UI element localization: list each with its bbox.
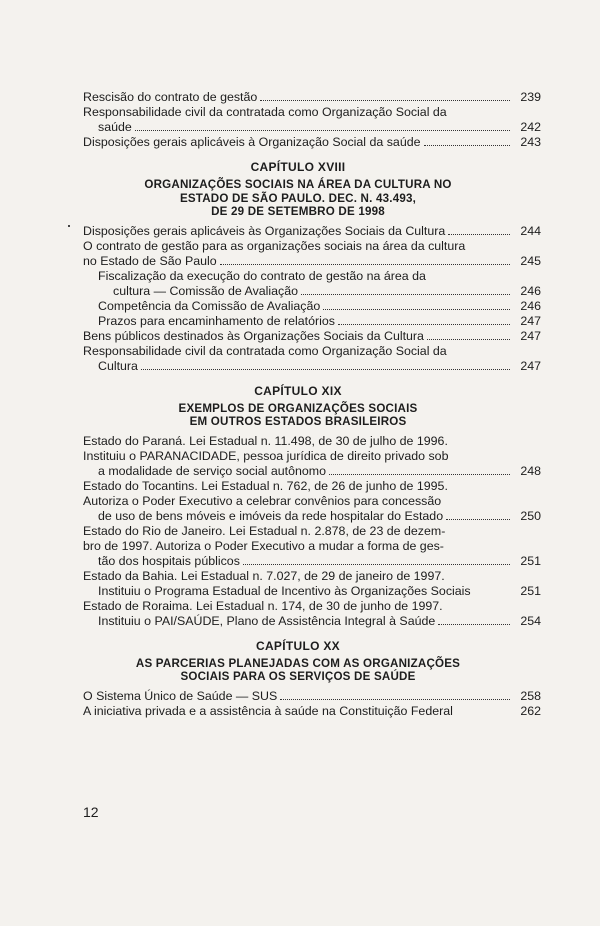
- toc-entry-line: O contrato de gestão para as organizações sociais na área da cultura: [83, 238, 466, 253]
- toc-entry: [83, 105, 541, 135]
- toc-entry-line: Competência da Comissão de Avaliação: [98, 298, 321, 313]
- toc-entry-line: Estado da Bahia. Lei Estadual n. 7.027, de 29 de janeiro de 1997.: [83, 568, 445, 583]
- chapter-title-line: SOCIAIS PARA OS SERVIÇOS DE SAÚDE: [180, 670, 416, 683]
- toc-entry-line: bro de 1997. Autoriza o Poder Executivo a mudar a forma de ges-: [83, 538, 444, 553]
- dot-leader: [301, 294, 510, 295]
- toc-entry-line: de uso de bens móveis e imóveis da rede hospitalar do Estado: [98, 508, 444, 523]
- chapter-heading: CAPÍTULO XIX: [254, 383, 342, 398]
- toc-page-ref: 239: [520, 90, 541, 104]
- toc-page-ref: 251: [520, 583, 541, 598]
- page-number: 12: [83, 804, 99, 820]
- print-speck: [68, 225, 70, 227]
- toc-entry-line: Disposições gerais aplicáveis à Organização Social da saúde: [83, 135, 421, 149]
- toc-entry-line: Instituiu o Programa Estadual de Incentivo às Organizações Sociais: [98, 583, 471, 598]
- toc-page-ref: 243: [520, 135, 541, 149]
- toc-entry-line: Bens públicos destinados às Organizações Sociais da Cultura: [83, 328, 424, 343]
- dot-leader: [280, 699, 510, 700]
- toc-page-ref: 250: [520, 508, 541, 523]
- chapter-title-line: EXEMPLOS DE ORGANIZAÇÕES SOCIAIS: [178, 401, 418, 415]
- toc-entry-line: A iniciativa privada e a assistência à saúde na Constituição Federal: [83, 703, 453, 718]
- toc-entry-line: Responsabilidade civil da contratada como Organização Social da: [83, 343, 447, 358]
- dot-leader: [427, 339, 510, 340]
- toc-entry-line: Cultura: [98, 358, 138, 373]
- toc-entry: [83, 135, 541, 150]
- toc-entry-line: tão dos hospitais públicos: [98, 553, 240, 568]
- toc-page-ref: 254: [520, 613, 541, 628]
- toc-entry: [83, 313, 541, 329]
- dot-leader: [243, 564, 510, 565]
- dot-leader: [448, 234, 510, 235]
- toc-entry: [83, 298, 541, 314]
- toc-entry-line: Fiscalização da execução do contrato de gestão na área da: [98, 268, 426, 283]
- toc-entry: [83, 703, 541, 719]
- toc-entry-line: Instituiu o PARANACIDADE, pessoa jurídica de direito privado sob: [83, 448, 449, 463]
- toc-page-ref: 246: [520, 298, 541, 313]
- toc-page-ref: 242: [520, 120, 541, 134]
- toc-page-ref: 246: [520, 283, 541, 298]
- toc-page-ref: 244: [520, 223, 541, 238]
- toc-entry-line: Prazos para encaminhamento de relatórios: [98, 313, 335, 328]
- toc-entry-line: cultura — Comissão de Avaliação: [113, 283, 299, 298]
- toc-entry: [83, 343, 541, 374]
- toc-page-ref: 251: [520, 553, 541, 568]
- toc-entry-line: saúde: [98, 120, 132, 134]
- chapter-title: [83, 657, 513, 684]
- dot-leader: [446, 519, 510, 520]
- chapter-title-line: EM OUTROS ESTADOS BRASILEIROS: [189, 415, 407, 428]
- toc-entry-line: Rescisão do contrato de gestão: [83, 90, 258, 104]
- toc-entry: [83, 688, 541, 704]
- dot-leader: [323, 309, 510, 310]
- chapter-heading: CAPÍTULO XX: [256, 638, 340, 653]
- toc-entry-line: Instituiu o PAI/SAÚDE, Plano de Assistência Integral à Saúde: [98, 613, 436, 628]
- toc-entry: [83, 568, 541, 599]
- toc-entry-line: Estado do Tocantins. Lei Estadual n. 762, de 26 de junho de 1995.: [83, 478, 448, 493]
- toc-page-ref: 247: [520, 313, 541, 328]
- toc-entry: [83, 238, 541, 269]
- chapter-heading: CAPÍTULO XVIII: [250, 160, 346, 174]
- dot-leader: [220, 264, 510, 265]
- toc-entry-line: a modalidade de serviço social autônomo: [98, 463, 326, 478]
- toc-entry-line: Estado de Roraima. Lei Estadual n. 174, de 30 de junho de 1997.: [83, 598, 443, 613]
- toc-page-ref: 262: [520, 703, 541, 718]
- toc-page-ref: 247: [520, 358, 541, 373]
- dot-leader: [438, 624, 510, 625]
- toc-entry-line: O Sistema Único de Saúde — SUS: [83, 688, 278, 703]
- table-of-contents: [83, 90, 541, 719]
- toc-entry: [83, 90, 541, 105]
- toc-entry-line: Estado do Paraná. Lei Estadual n. 11.498, de 30 de julho de 1996.: [83, 433, 448, 448]
- toc-entry: [83, 268, 541, 299]
- toc-page-ref: 247: [520, 328, 541, 343]
- chapter-title-line: DE 29 DE SETEMBRO DE 1998: [211, 205, 385, 218]
- toc-entry: [83, 478, 541, 524]
- dot-leader: [329, 474, 510, 475]
- toc-entry-line: no Estado de São Paulo: [83, 253, 217, 268]
- toc-entry-line: Responsabilidade civil da contratada como Organização Social da: [83, 105, 447, 119]
- toc-entry-line: Estado do Rio de Janeiro. Lei Estadual n. 2.878, de 23 de dezem-: [83, 523, 446, 538]
- dot-leader: [424, 145, 511, 146]
- dot-leader: [135, 130, 510, 131]
- chapter-title-line: ESTADO DE SÃO PAULO. DEC. N. 43.493,: [179, 191, 417, 205]
- toc-entry: [83, 598, 541, 629]
- chapter-title: [83, 178, 513, 219]
- chapter-title-line: ORGANIZAÇÕES SOCIAIS NA ÁREA DA CULTURA NO: [144, 178, 452, 191]
- dot-leader: [338, 324, 510, 325]
- toc-entry: [83, 523, 541, 569]
- toc-entry: [83, 433, 541, 479]
- chapter-title-line: AS PARCERIAS PLANEJADAS COM AS ORGANIZAÇÕES: [135, 656, 461, 670]
- toc-entry-line: Disposições gerais aplicáveis às Organizações Sociais da Cultura: [83, 223, 446, 238]
- dot-leader: [141, 369, 510, 370]
- toc-entry-line: Autoriza o Poder Executivo a celebrar convênios para concessão: [83, 493, 442, 508]
- toc-page-ref: 248: [520, 463, 541, 478]
- toc-entry: [83, 328, 541, 344]
- toc-entry: [83, 223, 541, 239]
- toc-page-ref: 245: [520, 253, 541, 268]
- chapter-title: [83, 402, 513, 429]
- dot-leader: [260, 100, 510, 101]
- toc-page-ref: 258: [520, 688, 541, 703]
